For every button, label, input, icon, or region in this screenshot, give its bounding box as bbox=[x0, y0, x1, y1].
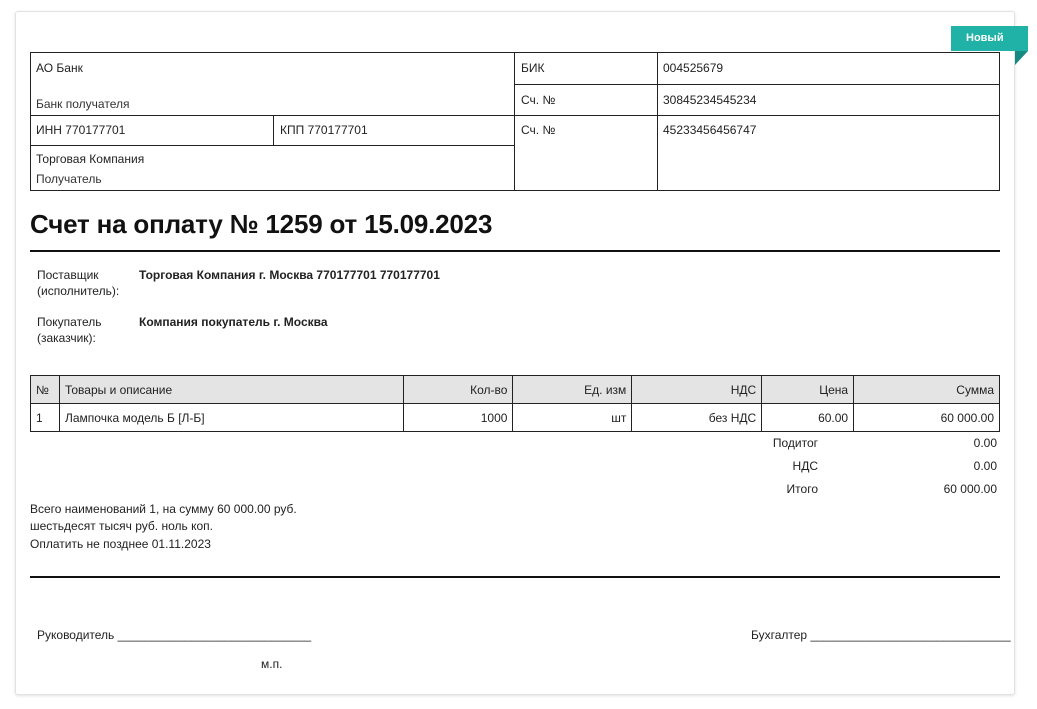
buyer-label: Покупатель (заказчик): bbox=[37, 315, 102, 345]
col-description: Товары и описание bbox=[59, 376, 403, 404]
vat-total-label: НДС bbox=[792, 459, 818, 473]
grand-total-label: Итого bbox=[786, 482, 818, 496]
summary-line-words: шестьдесят тысяч руб. ноль коп. bbox=[30, 519, 213, 533]
bank-details bbox=[30, 52, 1000, 191]
col-unit: Ед. изм bbox=[513, 376, 632, 404]
cell-number: 1 bbox=[31, 404, 60, 432]
buyer-value: Компания покупатель г. Москва bbox=[139, 315, 328, 329]
table-row bbox=[31, 404, 1000, 432]
account2-value: 45233456456747 bbox=[663, 123, 757, 137]
supplier-label: Поставщик (исполнитель): bbox=[37, 268, 120, 298]
summary-line-total: Всего наименований 1, на сумму 60 000.00 руб. bbox=[30, 502, 297, 516]
title-divider bbox=[30, 250, 1000, 252]
cell-sum: 60 000.00 bbox=[854, 404, 1000, 432]
stamp-place: м.п. bbox=[261, 657, 283, 671]
cell-quantity: 1000 bbox=[403, 404, 513, 432]
cell-description: Лампочка модель Б [Л-Б] bbox=[59, 404, 403, 432]
page-title: Счет на оплату № 1259 от 15.09.2023 bbox=[30, 209, 493, 239]
subtotal-value: 0.00 bbox=[973, 436, 997, 450]
recipient-caption: Получатель bbox=[36, 172, 102, 186]
col-number: № bbox=[31, 376, 60, 404]
account1-label: Сч. № bbox=[521, 93, 556, 107]
col-vat: НДС bbox=[632, 376, 762, 404]
status-badge-fold bbox=[1015, 51, 1028, 65]
col-sum: Сумма bbox=[854, 376, 1000, 404]
account2-label: Сч. № bbox=[521, 123, 556, 137]
bik-value: 004525679 bbox=[663, 61, 724, 75]
items-table bbox=[30, 375, 1000, 432]
bank-name-caption: Банк получателя bbox=[36, 97, 130, 111]
col-quantity: Кол-во bbox=[403, 376, 513, 404]
table-header-row bbox=[31, 376, 1000, 404]
recipient-name: Торговая Компания bbox=[36, 152, 145, 166]
bik-label: БИК bbox=[521, 61, 545, 75]
summary-line-due: Оплатить не позднее 01.11.2023 bbox=[30, 537, 211, 551]
inn: ИНН 770177701 bbox=[36, 123, 126, 137]
footer-divider bbox=[30, 576, 1000, 578]
col-price: Цена bbox=[762, 376, 854, 404]
supplier-value: Торговая Компания г. Москва 770177701 770177701 bbox=[139, 268, 440, 282]
status-badge: Новый bbox=[951, 26, 1028, 51]
cell-vat: без НДС bbox=[632, 404, 762, 432]
subtotal-label: Подитог bbox=[772, 436, 818, 450]
director-signature: Руководитель _____________________________ bbox=[37, 628, 312, 642]
cell-price: 60.00 bbox=[762, 404, 854, 432]
cell-unit: шт bbox=[513, 404, 632, 432]
kpp: КПП 770177701 bbox=[280, 123, 368, 137]
vat-total-value: 0.00 bbox=[973, 459, 997, 473]
accountant-signature: Бухгалтер ______________________________ bbox=[751, 628, 1011, 642]
grand-total-value: 60 000.00 bbox=[943, 482, 997, 496]
account1-value: 30845234545234 bbox=[663, 93, 757, 107]
bank-name: АО Банк bbox=[36, 61, 83, 75]
